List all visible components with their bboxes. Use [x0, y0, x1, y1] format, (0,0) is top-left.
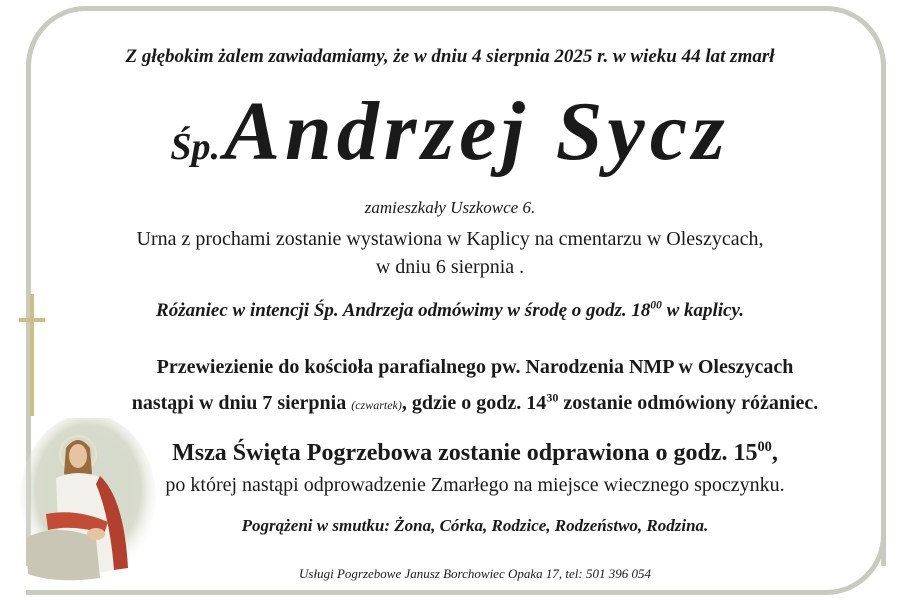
urn-info-line2: w dniu 6 sierpnia .: [375, 256, 525, 278]
deceased-name: Andrzej Sycz: [223, 85, 730, 178]
announcement-intro: Z głębokim żalem zawiadamiamy, że w dniu 4 sierpnia 2025 r. w wieku 44 lat zmarł: [125, 46, 775, 67]
residence: zamieszkały Uszkowce 6.: [364, 198, 536, 217]
jesus-praying-illustration: [16, 418, 156, 586]
funeral-home-footer: Usługi Pogrzebowe Janusz Borchowiec Opaka 17, tel: 501 396 054: [299, 566, 651, 581]
funeral-mass-info: Msza Święta Pogrzebowa zostanie odprawiona o godz. $15^{00}$,: [172, 439, 778, 466]
mourners-list: Pogrążeni w smutku: Żona, Córka, Rodzice, Rodzeństwo, Rodzina.: [241, 516, 709, 535]
transfer-info-line1: Przewiezienie do kościoła parafialnego pw. Narodzenia NMP w Oleszycach: [156, 356, 794, 378]
procession-info: po której nastąpi odprowadzenie Zmarłego na miejsce wiecznego spoczynku.: [165, 474, 785, 496]
name-prefix: Śp.: [170, 126, 220, 168]
transfer-info-line2: nastąpi w dniu 7 sierpnia (czwartek), gdzie o godz. $14^{30}$ zostanie odmówiony różaniec.: [131, 390, 819, 414]
deceased-name-row: [0, 85, 900, 178]
latin-cross-icon: [19, 294, 45, 416]
urn-info-line1: Urna z prochami zostanie wystawiona w Kaplicy na cmentarzu w Oleszycach,: [136, 228, 764, 250]
rosary-info: Różaniec w intencji Śp. Andrzeja odmówimy w środę o godz. $18^{00}$ w kaplicy.: [156, 299, 744, 321]
